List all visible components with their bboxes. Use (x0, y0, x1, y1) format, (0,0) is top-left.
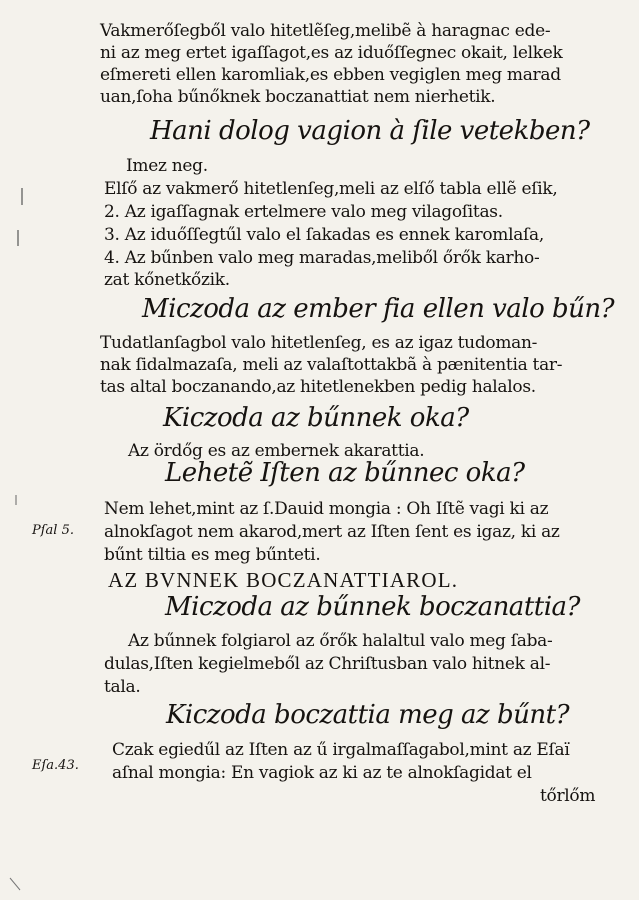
edge-mark (10, 878, 20, 890)
text-line: Az bűnnek folgiarol az őrők halaltul valo meg ſaba- (128, 631, 553, 651)
text-line: ni az meg ertet igaſſagot,es az iduőſſegnec okait, lelkek (100, 43, 563, 63)
margin-reference: Eſa.43. (32, 758, 79, 773)
text-line: Vakmerőſegből valo hitetlẽſeg,melibẽ à haragnac ede- (100, 21, 551, 41)
text-line: Tudatlanſagbol valo hitetlenſeg, es az igaz tudoman- (100, 333, 538, 353)
text-line: Imez neg. (126, 156, 208, 176)
text-line: Nem lehet,mint az ſ.Dauid mongia : Oh Iſtẽ vagi ki az (104, 499, 549, 519)
numbered-item: 4. Az bűnben valo meg maradas,meliből őrők karho- (104, 248, 540, 268)
text-line: dulas,Iſten kegielmeből az Chriſtusban valo hitnek al- (104, 654, 551, 674)
text-line: uan,ſoha bűnőknek boczanattiat nem nierhetik. (100, 87, 496, 107)
question-heading: Kiczoda boczattia meg az bűnt? (166, 700, 570, 730)
margin-reference: Pſal 5. (32, 523, 75, 538)
question-heading: Kiczoda az bűnnek oka? (163, 403, 469, 433)
text-line: Czak egiedűl az Iſten az ű irgalmaſſagabol,mint az Eſaï (112, 740, 570, 760)
text-line: aſnal mongia: En vagiok az ki az te alnokſagidat el (112, 763, 532, 783)
text-line: nak ſidalmazaſa, meli az valaſtottakbã à pænitentia tar- (100, 355, 563, 375)
question-heading: Miczoda az ember fia ellen valo bűn? (142, 294, 615, 324)
question-heading: Miczoda az bűnnek boczanattia? (165, 592, 580, 622)
text-line: tőrlőm (540, 786, 596, 806)
text-line: zat kőnetkőzik. (104, 270, 230, 290)
question-heading: Lehetẽ Iſten az bűnnec oka? (165, 458, 525, 488)
text-line: tala. (104, 677, 141, 697)
section-heading: AZ BVNNEK BOCZANATTIAROL. (108, 568, 459, 592)
numbered-item: 2. Az igaſſagnak ertelmere valo meg vilagoſitas. (104, 202, 503, 222)
numbered-item: 3. Az iduőſſegtűl valo el ſakadas es ennek karomlaſa, (104, 225, 544, 245)
question-heading: Hani dolog vagion à ſile vetekben? (150, 116, 590, 146)
text-line: eſmereti ellen karomliak,es ebben vegiglen meg marad (100, 65, 561, 85)
text-line: alnokſagot nem akarod,mert az Iſten ſent es igaz, ki az (104, 522, 560, 542)
text-line: tas altal boczanando,az hitetlenekben pedig halalos. (100, 377, 536, 397)
text-line: Elſő az vakmerő hitetlenſeg,meli az elſő tabla ellẽ eſik, (104, 179, 558, 199)
text-line: bűnt tiltia es meg bűnteti. (104, 545, 321, 565)
text-line: Az ördőg es az embernek akarattia. (128, 441, 425, 461)
